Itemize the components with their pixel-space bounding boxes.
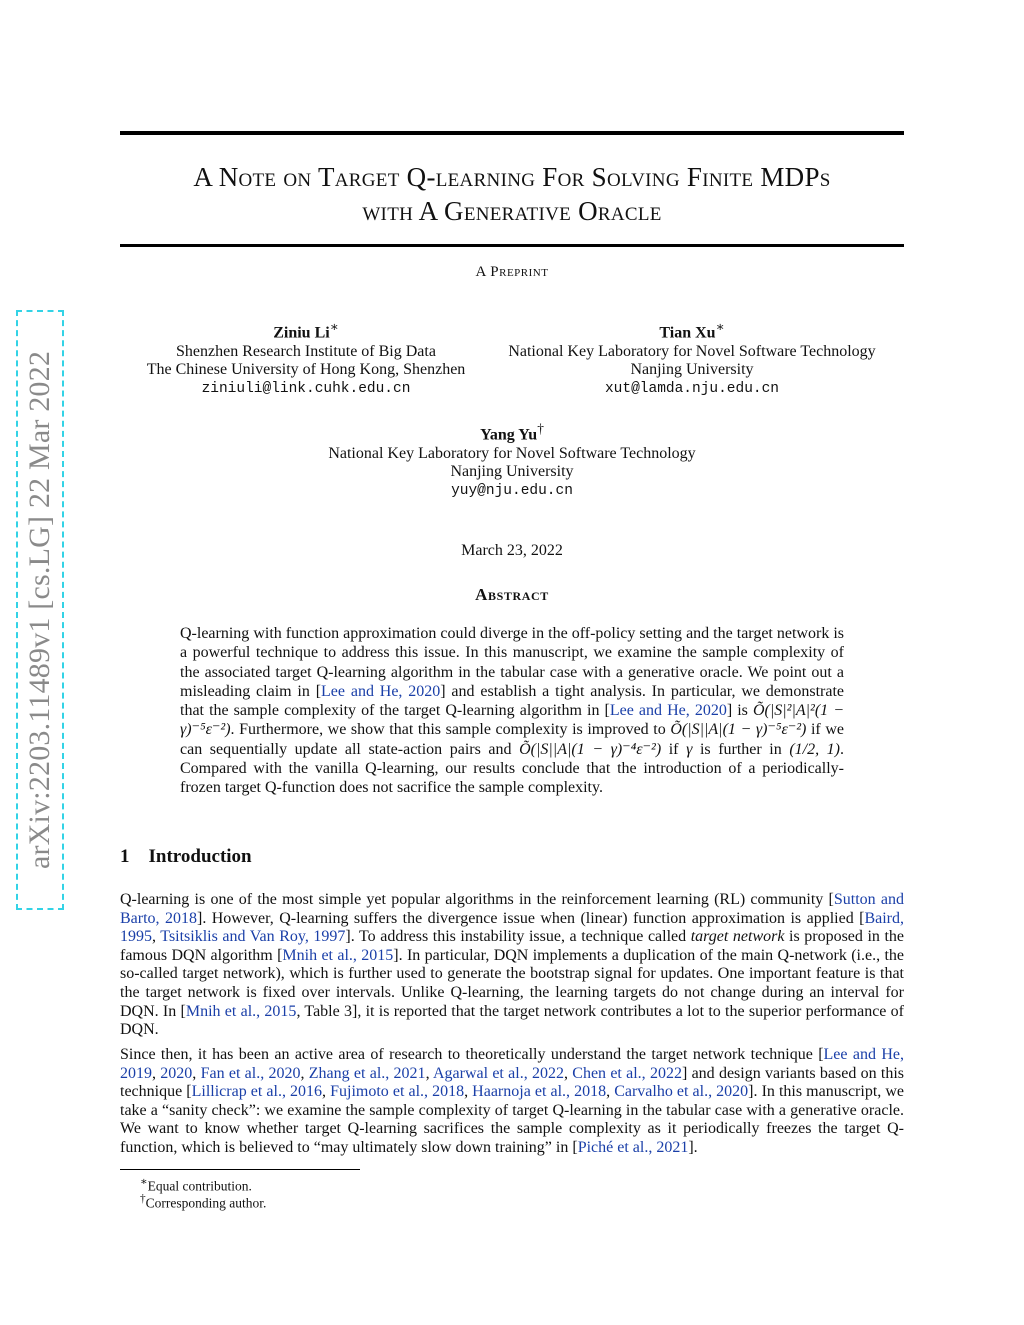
- abstract-heading: Abstract: [475, 585, 549, 604]
- body-text: ]. In this manuscript, we take a “sanity check”: we examine the sample complexity of target Q-learning in the tabular case with a generative oracle. We want to know whether target Q-learning sacrifices the sample complexity as it periodically freezes the target Q-function, which is believed to “may ultimately slow down training” in [: [120, 1083, 904, 1156]
- preprint-label: A Preprint: [475, 264, 549, 280]
- body-text: ]. In particular, DQN implements a duplication of the main Q-network (i.e., the so-called target network), which is further used to generate the bootstrap signal for updates. One important feature is that the target network is fixed over intervals. Unlike Q-learning, the learning targets do not change during an interval for DQN. In [: [120, 946, 904, 1020]
- body-text: ]. However, Q-learning suffers the divergence issue when (linear) function approximation is applied [: [196, 909, 865, 927]
- author-mark: †: [537, 421, 544, 436]
- abstract-text: . Furthermore, we show that this sample complexity is improved to: [230, 721, 671, 739]
- author-affiliation: National Key Laboratory for Novel Software Technology: [508, 342, 876, 360]
- paper-date: March 23, 2022: [461, 542, 563, 559]
- abstract-text: ] is: [726, 702, 753, 720]
- body-text: ,: [425, 1064, 433, 1082]
- author-affiliation: National Key Laboratory for Novel Software Technology: [328, 444, 696, 462]
- citation-link[interactable]: Baird, 1995: [120, 909, 904, 946]
- author-block-3: [262, 420, 762, 500]
- footnote-text: Corresponding author.: [145, 1195, 267, 1211]
- body-text: ]. To address this instability issue, a technique called: [345, 928, 691, 946]
- body-text: ].: [688, 1138, 698, 1156]
- footnote-text: Equal contribution.: [147, 1178, 252, 1194]
- abstract-text: if we can sequentially update all state-action pairs and: [180, 721, 845, 758]
- author-block-2: [492, 318, 892, 398]
- body-text: ,: [322, 1083, 331, 1101]
- abstract-text: is further in: [692, 740, 790, 758]
- paper-title-line1: A Note on Target Q-learning For Solving Finite MDPs: [193, 162, 831, 192]
- citation-link[interactable]: Haarnoja et al., 2018: [472, 1083, 607, 1101]
- body-text: Since then, it has been an active area of research to theoretically understand the target network technique [: [120, 1046, 824, 1063]
- citation-link[interactable]: Lee and He, 2020: [609, 702, 727, 720]
- arxiv-identifier[interactable]: arXiv:2203.11489v1 [cs.LG] 22 Mar 2022: [23, 350, 56, 870]
- body-text: ] and design variants based on this technique [: [120, 1064, 905, 1101]
- math-expression: Õ(|S||A|(1 − γ)⁻⁴ε⁻²): [519, 740, 662, 758]
- abstract-body: [180, 624, 844, 798]
- section-title: Introduction: [148, 846, 252, 867]
- author-email[interactable]: xut@lamda.nju.edu.cn: [604, 380, 780, 397]
- paper-title-line2: with A Generative Oracle: [362, 196, 662, 226]
- body-text: ,: [152, 1064, 161, 1082]
- math-expression: γ: [686, 740, 693, 758]
- footnote-rule: [120, 1169, 360, 1170]
- footnote-mark: †: [140, 1193, 146, 1205]
- citation-link[interactable]: Sutton and Barto, 2018: [120, 891, 905, 927]
- citation-link[interactable]: Lee and He, 2020: [321, 682, 441, 700]
- body-text: Q-learning is one of the most simple yet popular algorithms in the reinforcement learning (RL) community [: [120, 891, 834, 908]
- body-text: , Table 3], it is reported that the target network contributes a lot to the superior performance of DQN.: [120, 1002, 904, 1039]
- footnote-2: [140, 1191, 266, 1212]
- citation-link[interactable]: Lillicrap et al., 2016: [191, 1083, 323, 1101]
- author-affiliation: The Chinese University of Hong Kong, Shenzhen: [146, 361, 466, 379]
- body-text: is proposed in the famous DQN algorithm [: [120, 928, 905, 964]
- author-name: Yang Yu: [480, 426, 538, 444]
- abstract-text: Q-learning with function approximation could diverge in the off-policy setting and the target network is a powerful technique to address this issue. In this manuscript, we examine the sample complexity of the associated target Q-learning algorithm in the tabular case with a generative oracle. We point out a misleading claim in [: [180, 625, 844, 700]
- emphasis-term: target network: [690, 928, 785, 946]
- author-block-1: [120, 318, 492, 398]
- citation-link[interactable]: Piché et al., 2021: [577, 1138, 689, 1156]
- author-affiliation: Nanjing University: [630, 361, 754, 379]
- section-number: 1: [120, 846, 130, 867]
- citation-link[interactable]: Tsitsiklis and Van Roy, 1997: [160, 928, 346, 946]
- author-name: Ziniu Li: [273, 324, 330, 342]
- title-bottom-rule: [120, 244, 904, 247]
- author-email[interactable]: yuy@nju.edu.cn: [451, 482, 573, 499]
- body-text: ,: [300, 1064, 309, 1082]
- abstract-text: . Compared with the vanilla Q-learning, our results conclude that the introduction of a periodically-frozen target Q-function does not sacrifice the sample complexity.: [180, 740, 845, 797]
- math-expression: Õ(|S|²|A|²(1 − γ)⁻⁵ε⁻²): [180, 702, 845, 739]
- body-text: ,: [464, 1083, 473, 1101]
- abstract-text: ] and establish a tight analysis. In particular, we demonstrate that the sample complexity of the target Q-learning algorithm in [: [180, 682, 844, 720]
- footnote-mark: ∗: [140, 1176, 148, 1188]
- title-top-rule: [120, 131, 904, 135]
- author-name: Tian Xu: [659, 324, 716, 342]
- body-text: ,: [192, 1064, 201, 1082]
- intro-paragraph-2: [120, 1046, 904, 1158]
- author-affiliation: Shenzhen Research Institute of Big Data: [176, 342, 436, 360]
- author-email[interactable]: ziniuli@link.cuhk.edu.cn: [201, 380, 411, 397]
- citation-link[interactable]: 2020: [160, 1064, 193, 1082]
- citation-link[interactable]: Carvalho et al., 2020: [614, 1083, 749, 1101]
- body-text: ,: [563, 1064, 573, 1082]
- abstract-text: if: [661, 740, 687, 758]
- section-heading: [120, 846, 252, 868]
- citation-link[interactable]: Agarwal et al., 2022: [432, 1064, 564, 1082]
- citation-link[interactable]: Mnih et al., 2015: [282, 946, 394, 964]
- citation-link[interactable]: Mnih et al., 2015: [185, 1002, 297, 1020]
- body-text: ,: [606, 1083, 615, 1101]
- math-expression: (1/2, 1): [789, 740, 841, 758]
- citation-link[interactable]: Lee and He, 2019: [120, 1046, 904, 1082]
- math-expression: Õ(|S||A|(1 − γ)⁻⁵ε⁻²): [670, 721, 807, 739]
- citation-link[interactable]: Zhang et al., 2021: [308, 1064, 426, 1082]
- body-text: ,: [152, 928, 161, 946]
- intro-paragraph-1: [120, 891, 904, 1040]
- citation-link[interactable]: Chen et al., 2022: [572, 1064, 682, 1082]
- author-mark: ∗: [329, 319, 339, 334]
- author-mark: ∗: [715, 319, 725, 334]
- author-affiliation: Nanjing University: [450, 463, 574, 481]
- citation-link[interactable]: Fan et al., 2020: [200, 1064, 301, 1082]
- citation-link[interactable]: Fujimoto et al., 2018: [330, 1083, 465, 1101]
